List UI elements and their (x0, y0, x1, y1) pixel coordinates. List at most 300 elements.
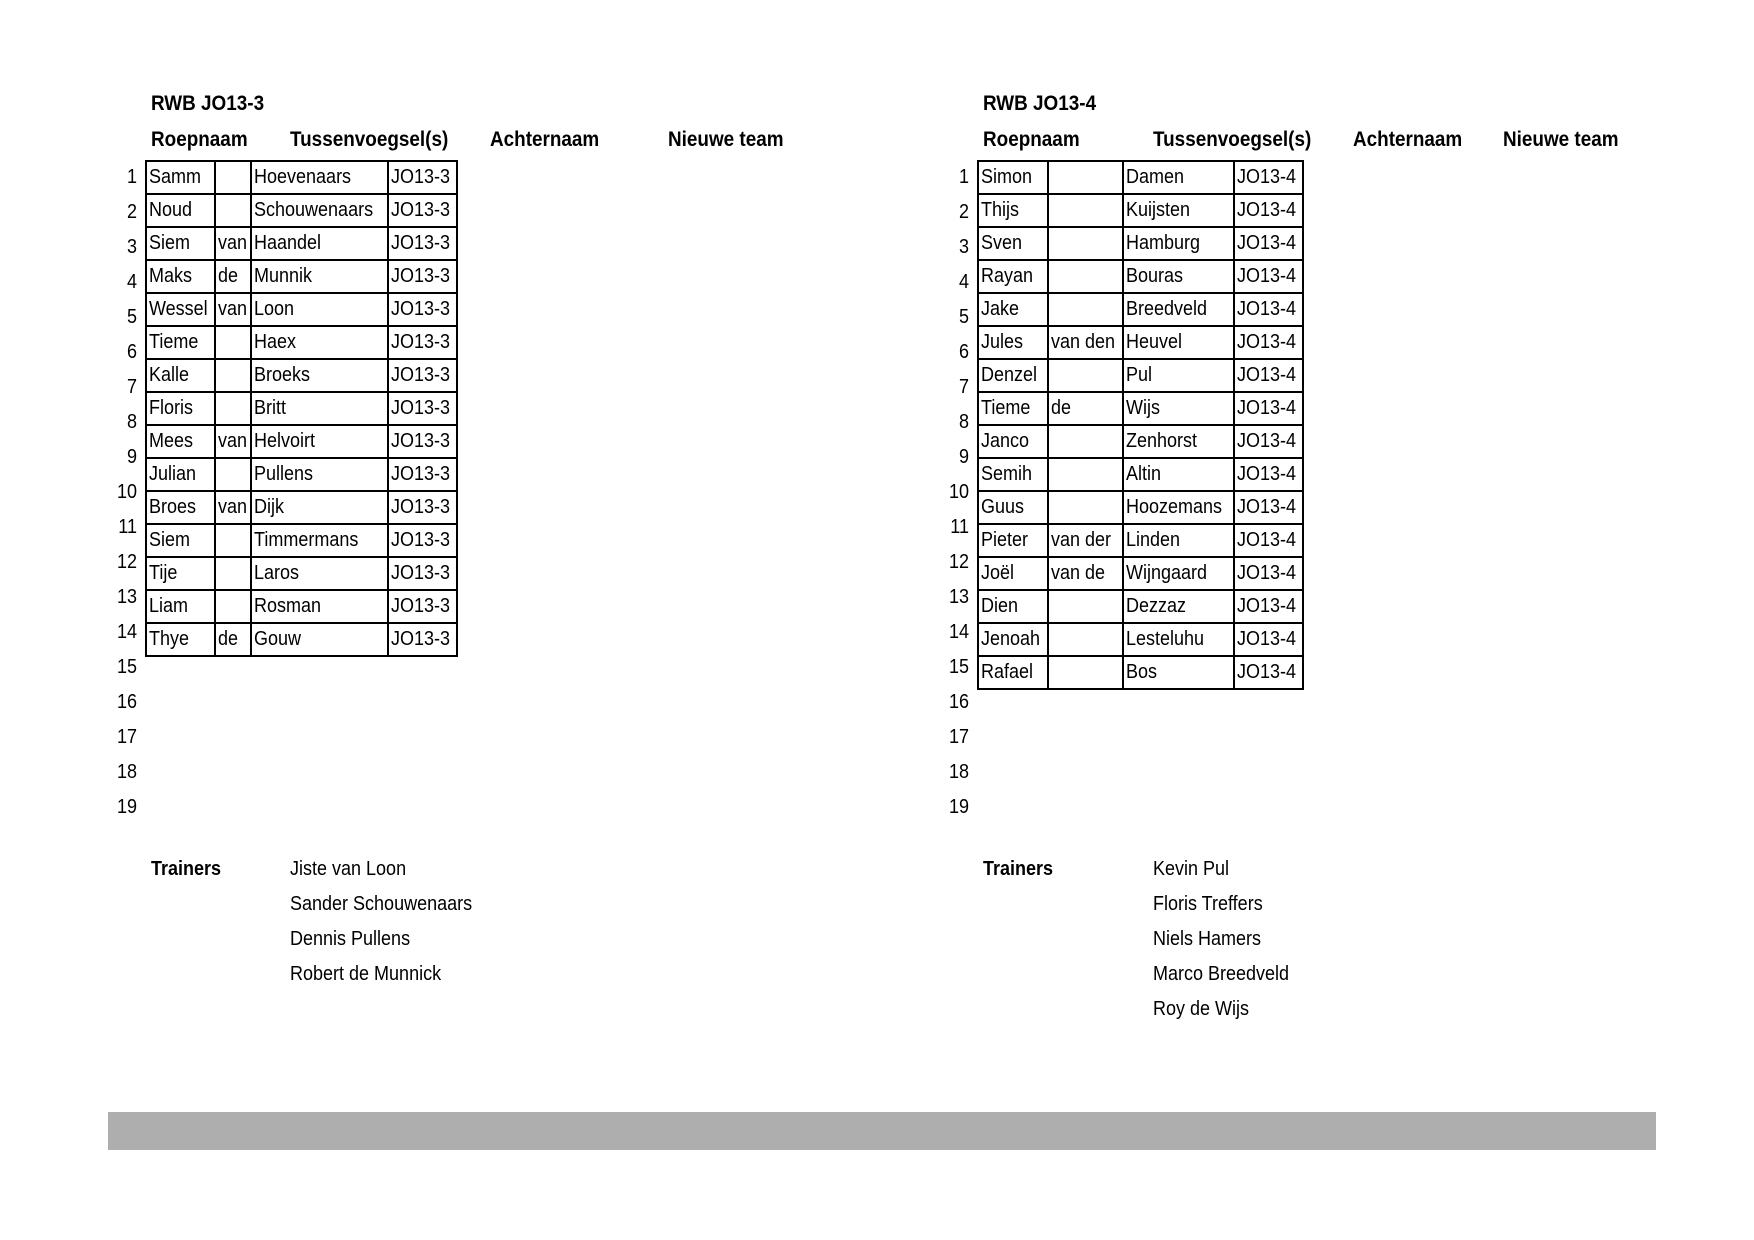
trainer-name: Niels Hamers (1153, 928, 1262, 950)
cell-text: Kalle (149, 364, 190, 386)
nieuwe-team-cell (1234, 392, 1304, 425)
cell-text: Timmermans (254, 529, 359, 551)
tussenvoegsel-cell (215, 359, 251, 392)
cell-text: Tije (149, 562, 178, 584)
achternaam-cell (1123, 260, 1234, 293)
achternaam-cell (1123, 359, 1234, 392)
tussenvoegsel-cell (215, 623, 251, 656)
nieuwe-team-cell (388, 161, 458, 194)
cell-text: Simon (981, 166, 1033, 188)
cell-text: JO13-4 (1236, 166, 1296, 188)
row-numbers (937, 160, 969, 825)
nieuwe-team-cell (1234, 194, 1304, 227)
nieuwe-team-cell (388, 425, 458, 458)
cell-text: Pieter (981, 529, 1029, 551)
cell-text: JO13-4 (1236, 199, 1296, 221)
achternaam-cell (251, 623, 387, 656)
cell-text: JO13-4 (1236, 463, 1296, 485)
table-row (978, 227, 1303, 260)
table-row (978, 524, 1303, 557)
trainer-name: Roy de Wijs (1153, 998, 1250, 1020)
cell-text: Munnik (254, 265, 313, 287)
table-row (978, 293, 1303, 326)
roepnaam-cell (978, 359, 1048, 392)
table-row (978, 557, 1303, 590)
row-numbers (105, 160, 137, 825)
table-row (978, 326, 1303, 359)
cell-text: JO13-4 (1236, 364, 1296, 386)
cell-text: Bouras (1125, 265, 1183, 287)
cell-text: JO13-4 (1236, 529, 1296, 551)
cell-text: Wijngaard (1125, 562, 1207, 584)
table-row (146, 260, 457, 293)
achternaam-cell (251, 161, 387, 194)
tussenvoegsel-cell (1048, 491, 1123, 524)
cell-text: Rafael (981, 661, 1034, 683)
nieuwe-team-cell (388, 491, 458, 524)
roepnaam-cell (146, 326, 215, 359)
cell-text: JO13-3 (390, 166, 450, 188)
cell-text: Pullens (254, 463, 314, 485)
cell-text: JO13-3 (390, 232, 450, 254)
tussenvoegsel-cell (1048, 227, 1123, 260)
tussenvoegsel-cell (1048, 425, 1123, 458)
achternaam-cell (1123, 425, 1234, 458)
achternaam-cell (251, 524, 387, 557)
cell-text: van der (1050, 529, 1111, 551)
row-number: 9 (126, 446, 137, 468)
tussenvoegsel-cell (1048, 590, 1123, 623)
achternaam-cell (251, 260, 387, 293)
roepnaam-cell (978, 293, 1048, 326)
achternaam-cell (1123, 623, 1234, 656)
table-row (978, 392, 1303, 425)
roepnaam-cell (146, 458, 215, 491)
achternaam-cell (1123, 557, 1234, 590)
cell-text: Broes (149, 496, 197, 518)
tussenvoegsel-cell (215, 458, 251, 491)
cell-text: JO13-4 (1236, 430, 1296, 452)
table-row (146, 194, 457, 227)
cell-text: van (218, 232, 248, 254)
achternaam-cell (1123, 524, 1234, 557)
achternaam-cell (251, 557, 387, 590)
roepnaam-cell (978, 491, 1048, 524)
nieuwe-team-cell (388, 557, 458, 590)
roepnaam-cell (978, 557, 1048, 590)
row-number: 1 (126, 166, 137, 188)
tussenvoegsel-cell (1048, 326, 1123, 359)
table-row (146, 458, 457, 491)
tussenvoegsel-cell (215, 293, 251, 326)
achternaam-cell (1123, 590, 1234, 623)
nieuwe-team-cell (1234, 491, 1304, 524)
tussenvoegsel-cell (1048, 260, 1123, 293)
nieuwe-team-cell (1234, 260, 1304, 293)
roepnaam-cell (978, 392, 1048, 425)
tussenvoegsel-cell (215, 590, 251, 623)
tussenvoegsel-cell (215, 524, 251, 557)
cell-text: Heuvel (1125, 331, 1182, 353)
row-number: 16 (116, 691, 137, 713)
header-achternaam: Achternaam (490, 128, 600, 151)
row-number: 15 (116, 656, 137, 678)
row-number: 4 (958, 271, 969, 293)
nieuwe-team-cell (1234, 326, 1304, 359)
cell-text: Siem (149, 529, 191, 551)
row-number: 1 (958, 166, 969, 188)
row-number: 5 (126, 306, 137, 328)
cell-text: JO13-4 (1236, 661, 1296, 683)
cell-text: JO13-3 (390, 364, 450, 386)
trainers-list (290, 858, 492, 998)
achternaam-cell (251, 194, 387, 227)
table-row (978, 458, 1303, 491)
table-row (978, 623, 1303, 656)
cell-text: Dijk (254, 496, 285, 518)
table-row (978, 194, 1303, 227)
nieuwe-team-cell (388, 524, 458, 557)
cell-text: van den (1050, 331, 1115, 353)
cell-text: Joël (981, 562, 1015, 584)
cell-text: Semih (981, 463, 1033, 485)
cell-text: Noud (149, 199, 193, 221)
roepnaam-cell (146, 359, 215, 392)
achternaam-cell (1123, 194, 1234, 227)
header-nieuwe-team: Nieuwe team (1503, 128, 1619, 151)
achternaam-cell (251, 326, 387, 359)
tussenvoegsel-cell (215, 392, 251, 425)
header-achternaam: Achternaam (1353, 128, 1463, 151)
cell-text: van (218, 496, 248, 518)
row-number: 17 (116, 726, 137, 748)
row-number: 13 (948, 586, 969, 608)
row-number: 4 (126, 271, 137, 293)
cell-text: Lesteluhu (1125, 628, 1204, 650)
tussenvoegsel-cell (215, 491, 251, 524)
row-number: 5 (958, 306, 969, 328)
header-tussenvoegsels: Tussenvoegsel(s) (1153, 128, 1312, 151)
footer-bar (108, 1112, 1656, 1150)
cell-text: Siem (149, 232, 191, 254)
cell-text: Broeks (254, 364, 311, 386)
roepnaam-cell (146, 425, 215, 458)
cell-text: JO13-3 (390, 397, 450, 419)
cell-text: JO13-3 (390, 562, 450, 584)
achternaam-cell (1123, 293, 1234, 326)
tussenvoegsel-cell (215, 260, 251, 293)
row-number: 6 (958, 341, 969, 363)
roepnaam-cell (978, 623, 1048, 656)
achternaam-cell (1123, 161, 1234, 194)
trainer-name: Sander Schouwenaars (290, 893, 473, 915)
cell-text: Jake (981, 298, 1020, 320)
table-row (978, 656, 1303, 689)
cell-text: Janco (981, 430, 1030, 452)
nieuwe-team-cell (388, 392, 458, 425)
row-number: 16 (948, 691, 969, 713)
cell-text: Laros (254, 562, 300, 584)
table-row (978, 260, 1303, 293)
tussenvoegsel-cell (1048, 656, 1123, 689)
header-tussenvoegsels: Tussenvoegsel(s) (290, 128, 449, 151)
nieuwe-team-cell (1234, 656, 1304, 689)
cell-text: JO13-4 (1236, 265, 1296, 287)
achternaam-cell (1123, 392, 1234, 425)
table-row (978, 359, 1303, 392)
roepnaam-cell (146, 623, 215, 656)
cell-text: JO13-3 (390, 496, 450, 518)
nieuwe-team-cell (1234, 458, 1304, 491)
cell-text: JO13-3 (390, 595, 450, 617)
tussenvoegsel-cell (1048, 359, 1123, 392)
nieuwe-team-cell (1234, 425, 1304, 458)
nieuwe-team-cell (388, 326, 458, 359)
roepnaam-cell (978, 161, 1048, 194)
cell-text: Thijs (981, 199, 1020, 221)
achternaam-cell (251, 392, 387, 425)
achternaam-cell (251, 227, 387, 260)
nieuwe-team-cell (1234, 293, 1304, 326)
cell-text: Haex (254, 331, 297, 353)
nieuwe-team-cell (388, 293, 458, 326)
nieuwe-team-cell (1234, 623, 1304, 656)
nieuwe-team-cell (1234, 524, 1304, 557)
trainers-list (1153, 858, 1304, 1033)
row-number: 8 (958, 411, 969, 433)
trainer-name: Floris Treffers (1153, 893, 1263, 915)
cell-text: Helvoirt (254, 430, 316, 452)
cell-text: Rosman (254, 595, 322, 617)
cell-text: Dien (981, 595, 1019, 617)
trainers-label: Trainers (983, 858, 1054, 880)
table-row (146, 623, 457, 656)
tussenvoegsel-cell (215, 425, 251, 458)
cell-text: Denzel (981, 364, 1038, 386)
row-number: 8 (126, 411, 137, 433)
row-number: 3 (126, 236, 137, 258)
team-title: RWB JO13-3 (151, 92, 265, 115)
achternaam-cell (251, 425, 387, 458)
cell-text: Tieme (149, 331, 199, 353)
cell-text: JO13-4 (1236, 397, 1296, 419)
cell-text: Rayan (981, 265, 1034, 287)
achternaam-cell (251, 458, 387, 491)
cell-text: Britt (254, 397, 287, 419)
cell-text: JO13-3 (390, 199, 450, 221)
cell-text: Breedveld (1125, 298, 1207, 320)
tussenvoegsel-cell (215, 326, 251, 359)
cell-text: JO13-3 (390, 463, 450, 485)
achternaam-cell (251, 359, 387, 392)
cell-text: van de (1050, 562, 1105, 584)
cell-text: van (218, 430, 248, 452)
cell-text: Damen (1125, 166, 1184, 188)
row-number: 10 (116, 481, 137, 503)
tussenvoegsel-cell (215, 161, 251, 194)
roepnaam-cell (146, 392, 215, 425)
roepnaam-cell (978, 260, 1048, 293)
table-row (146, 524, 457, 557)
cell-text: JO13-4 (1236, 595, 1296, 617)
roepnaam-cell (146, 557, 215, 590)
cell-text: JO13-3 (390, 265, 450, 287)
row-number: 7 (126, 376, 137, 398)
nieuwe-team-cell (1234, 161, 1304, 194)
cell-text: JO13-4 (1236, 232, 1296, 254)
roepnaam-cell (146, 491, 215, 524)
row-number: 6 (126, 341, 137, 363)
cell-text: Thye (149, 628, 190, 650)
tussenvoegsel-cell (1048, 194, 1123, 227)
trainer-name: Dennis Pullens (290, 928, 411, 950)
roepnaam-cell (978, 194, 1048, 227)
tussenvoegsel-cell (1048, 458, 1123, 491)
trainer-name: Jiste van Loon (290, 858, 407, 880)
table-row (146, 293, 457, 326)
row-number: 3 (958, 236, 969, 258)
table-row (146, 227, 457, 260)
row-number: 18 (116, 761, 137, 783)
cell-text: Zenhorst (1125, 430, 1197, 452)
tussenvoegsel-cell (215, 557, 251, 590)
tussenvoegsel-cell (1048, 557, 1123, 590)
table-row (978, 590, 1303, 623)
cell-text: Dezzaz (1125, 595, 1186, 617)
nieuwe-team-cell (388, 260, 458, 293)
cell-text: Linden (1125, 529, 1180, 551)
header-nieuwe-team: Nieuwe team (668, 128, 784, 151)
achternaam-cell (251, 590, 387, 623)
cell-text: Kuijsten (1125, 199, 1190, 221)
roepnaam-cell (978, 458, 1048, 491)
roepnaam-cell (146, 293, 215, 326)
roepnaam-cell (146, 194, 215, 227)
tussenvoegsel-cell (1048, 293, 1123, 326)
roster-table (145, 160, 458, 657)
roster-table (977, 160, 1304, 690)
row-number: 13 (116, 586, 137, 608)
cell-text: Wijs (1125, 397, 1160, 419)
cell-text: Floris (149, 397, 194, 419)
achternaam-cell (1123, 491, 1234, 524)
row-number: 2 (958, 201, 969, 223)
cell-text: de (1050, 397, 1071, 419)
team-title: RWB JO13-4 (983, 92, 1097, 115)
roepnaam-cell (146, 524, 215, 557)
table-row (146, 161, 457, 194)
cell-text: JO13-4 (1236, 298, 1296, 320)
trainer-name: Marco Breedveld (1153, 963, 1290, 985)
cell-text: Bos (1125, 661, 1157, 683)
cell-text: Pul (1125, 364, 1152, 386)
cell-text: Liam (149, 595, 189, 617)
cell-text: Hamburg (1125, 232, 1200, 254)
cell-text: JO13-3 (390, 430, 450, 452)
roepnaam-cell (146, 260, 215, 293)
tussenvoegsel-cell (1048, 623, 1123, 656)
header-roepnaam: Roepnaam (151, 128, 248, 151)
table-row (146, 590, 457, 623)
cell-text: Jenoah (981, 628, 1041, 650)
cell-text: Hoevenaars (254, 166, 352, 188)
roepnaam-cell (146, 227, 215, 260)
cell-text: Altin (1125, 463, 1161, 485)
nieuwe-team-cell (1234, 557, 1304, 590)
cell-text: Hoozemans (1125, 496, 1222, 518)
table-row (146, 326, 457, 359)
nieuwe-team-cell (388, 458, 458, 491)
table-row (978, 491, 1303, 524)
roepnaam-cell (146, 590, 215, 623)
table-row (146, 491, 457, 524)
table-row (146, 392, 457, 425)
row-number: 17 (948, 726, 969, 748)
cell-text: JO13-3 (390, 298, 450, 320)
cell-text: Samm (149, 166, 202, 188)
cell-text: JO13-3 (390, 331, 450, 353)
cell-text: JO13-4 (1236, 331, 1296, 353)
row-number: 19 (116, 796, 137, 818)
nieuwe-team-cell (1234, 590, 1304, 623)
achternaam-cell (251, 293, 387, 326)
roepnaam-cell (978, 425, 1048, 458)
cell-text: Maks (149, 265, 193, 287)
cell-text: JO13-3 (390, 628, 450, 650)
roepnaam-cell (978, 227, 1048, 260)
row-number: 7 (958, 376, 969, 398)
cell-text: JO13-4 (1236, 496, 1296, 518)
cell-text: Gouw (254, 628, 302, 650)
achternaam-cell (1123, 227, 1234, 260)
nieuwe-team-cell (388, 623, 458, 656)
row-number: 10 (948, 481, 969, 503)
tussenvoegsel-cell (215, 227, 251, 260)
nieuwe-team-cell (1234, 359, 1304, 392)
cell-text: Julian (149, 463, 197, 485)
cell-text: Wessel (149, 298, 208, 320)
cell-text: Guus (981, 496, 1025, 518)
cell-text: JO13-4 (1236, 628, 1296, 650)
row-number: 12 (116, 551, 137, 573)
trainer-name: Robert de Munnick (290, 963, 442, 985)
row-number: 9 (958, 446, 969, 468)
roepnaam-cell (978, 326, 1048, 359)
cell-text: de (218, 265, 239, 287)
nieuwe-team-cell (1234, 227, 1304, 260)
cell-text: Jules (981, 331, 1024, 353)
table-row (146, 359, 457, 392)
trainer-name: Kevin Pul (1153, 858, 1230, 880)
row-number: 19 (948, 796, 969, 818)
tussenvoegsel-cell (1048, 524, 1123, 557)
trainers-label: Trainers (151, 858, 222, 880)
cell-text: Schouwenaars (254, 199, 374, 221)
nieuwe-team-cell (388, 227, 458, 260)
cell-text: JO13-3 (390, 529, 450, 551)
cell-text: JO13-4 (1236, 562, 1296, 584)
table-row (146, 557, 457, 590)
header-roepnaam: Roepnaam (983, 128, 1080, 151)
row-number: 11 (118, 516, 137, 538)
table-row (978, 161, 1303, 194)
nieuwe-team-cell (388, 359, 458, 392)
cell-text: Sven (981, 232, 1023, 254)
cell-text: de (218, 628, 239, 650)
row-number: 11 (950, 516, 969, 538)
row-number: 14 (116, 621, 137, 643)
row-number: 12 (948, 551, 969, 573)
